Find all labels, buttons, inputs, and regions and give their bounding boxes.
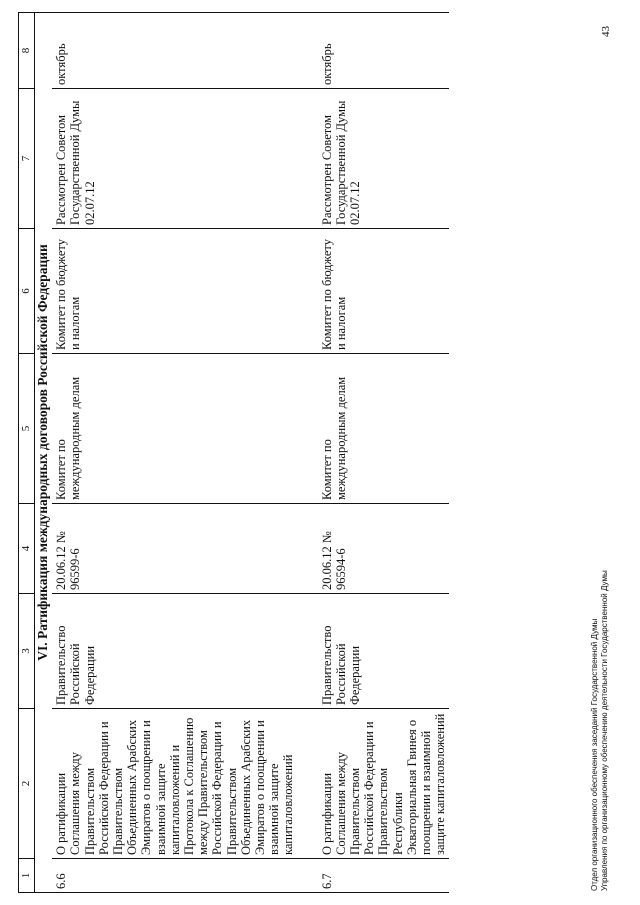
- column-number-row: [19, 13, 35, 893]
- scheduled-month: октябрь: [318, 13, 450, 89]
- initiator: Правительство Российской Федерации: [52, 594, 297, 709]
- responsible-committee: Комитет по международным делам: [318, 354, 450, 504]
- co-executor-committee: Комитет по бюджету и налогам: [318, 229, 450, 354]
- column-number: 5: [19, 354, 35, 504]
- column-number: 7: [19, 89, 35, 229]
- initiator: Правительство Российской Федерации: [318, 594, 450, 709]
- section-title: VI. Ратификация международных договоров Российской Федерации: [35, 13, 53, 893]
- column-number: 8: [19, 13, 35, 89]
- legislation-table: [18, 12, 449, 893]
- column-number: 6: [19, 229, 35, 354]
- status-note: Рассмотрен Советом Государственной Думы 02.07.12: [52, 89, 297, 229]
- section-heading-row: [35, 13, 53, 893]
- row-number: 6.7: [318, 859, 450, 893]
- bill-title: О ратификации Соглашения между Правительством Российской Федерации и Правительством Республики Экваториальная Гвинея о поощрении и взаимной защите капиталовложений: [318, 709, 450, 859]
- column-number: 2: [19, 709, 35, 859]
- co-executor-committee: Комитет по бюджету и налогам: [52, 229, 297, 354]
- table-row: [318, 13, 450, 893]
- date-and-number: 20.06.12 № 96599-6: [52, 504, 297, 594]
- date-and-number: 20.06.12 № 96594-6: [318, 504, 450, 594]
- page-number: 43: [600, 26, 612, 37]
- footer-line: Управления по организационному обеспечению деятельности Государственной Думы: [600, 570, 609, 891]
- bill-title: О ратификации Соглашения между Правительством Российской Федерации и Правительством Объединенных Арабских Эмиратов о поощрении и взаимной защите капиталовложений и Протокола к Соглашению между Правительством Российской Федерации и Правительством Объединенных Арабских Эмиратов о поощрении и взаимной защите капиталовложений: [52, 709, 297, 859]
- column-number: 1: [19, 859, 35, 893]
- footer-line: Отдел организационного обеспечения заседаний Государственной Думы: [590, 618, 599, 891]
- column-number: 3: [19, 594, 35, 709]
- document-footer: [590, 331, 610, 891]
- column-number: 4: [19, 504, 35, 594]
- scheduled-month: октябрь: [52, 13, 297, 89]
- row-number: 6.6: [52, 859, 297, 893]
- responsible-committee: Комитет по международным делам: [52, 354, 297, 504]
- status-note: Рассмотрен Советом Государственной Думы 02.07.12: [318, 89, 450, 229]
- table-row: [52, 13, 297, 893]
